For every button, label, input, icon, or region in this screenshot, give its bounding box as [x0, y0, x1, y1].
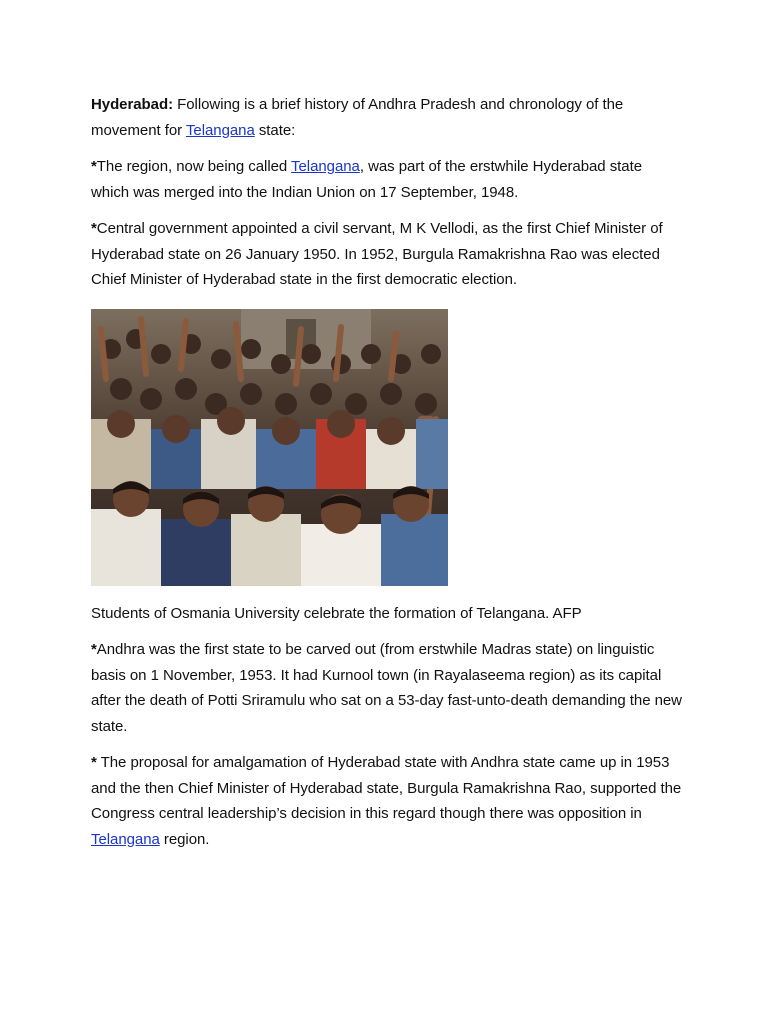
celebration-photo	[91, 309, 448, 586]
bullet-marker: *	[91, 220, 97, 237]
intro-text: Following is a brief history of Andhra Pradesh and chronology of the movement for	[91, 96, 624, 139]
telangana-link[interactable]: Telangana	[91, 830, 160, 848]
crowd-photo-image	[91, 309, 448, 586]
intro-paragraph	[91, 92, 682, 143]
paragraph-text-end: region.	[159, 830, 210, 848]
paragraph-chief-minister	[91, 216, 682, 293]
telangana-link[interactable]: Telangana	[291, 158, 360, 175]
dateline-label: Hyderabad:	[91, 96, 174, 113]
bullet-marker: *	[91, 754, 97, 771]
paragraph-amalgamation	[91, 750, 682, 852]
bullet-marker: *	[91, 641, 97, 658]
paragraph-text: The region, now being called	[96, 158, 292, 175]
paragraph-region	[91, 154, 682, 205]
bullet-marker: *	[91, 158, 97, 175]
intro-text-end: state:	[254, 121, 296, 139]
paragraph-text: Andhra was the first state to be carved out (from erstwhile Madras state) on linguistic basis on 1 November, 1953. It had Kurnool town (in Rayalaseema region) as its capital after the death of Potti Sriramulu who sat on a 53-day fast-unto-death demanding the new state.	[91, 641, 682, 735]
paragraph-andhra-state	[91, 637, 682, 739]
paragraph-text: Central government appointed a civil servant, M K Vellodi, as the first Chief Minister of Hyderabad state on 26 January 1950. In 1952, Burgula Ramakrishna Rao was elected Chief Minister of Hyderabad state in the first democratic election.	[91, 220, 663, 288]
paragraph-text: The proposal for amalgamation of Hyderabad state with Andhra state came up in 1953 and the then Chief Minister of Hyderabad state, Burgula Ramakrishna Rao, supported the Congress central leadership’s decision in this regard though there was opposition in	[91, 754, 682, 822]
paragraph-text-end: , was part of the erstwhile Hyderabad state which was merged into the Indian Union on 17 September, 1948.	[91, 158, 642, 201]
photo-caption: Students of Osmania University celebrate the formation of Telangana. AFP	[91, 604, 582, 622]
telangana-link[interactable]: Telangana	[185, 121, 255, 139]
